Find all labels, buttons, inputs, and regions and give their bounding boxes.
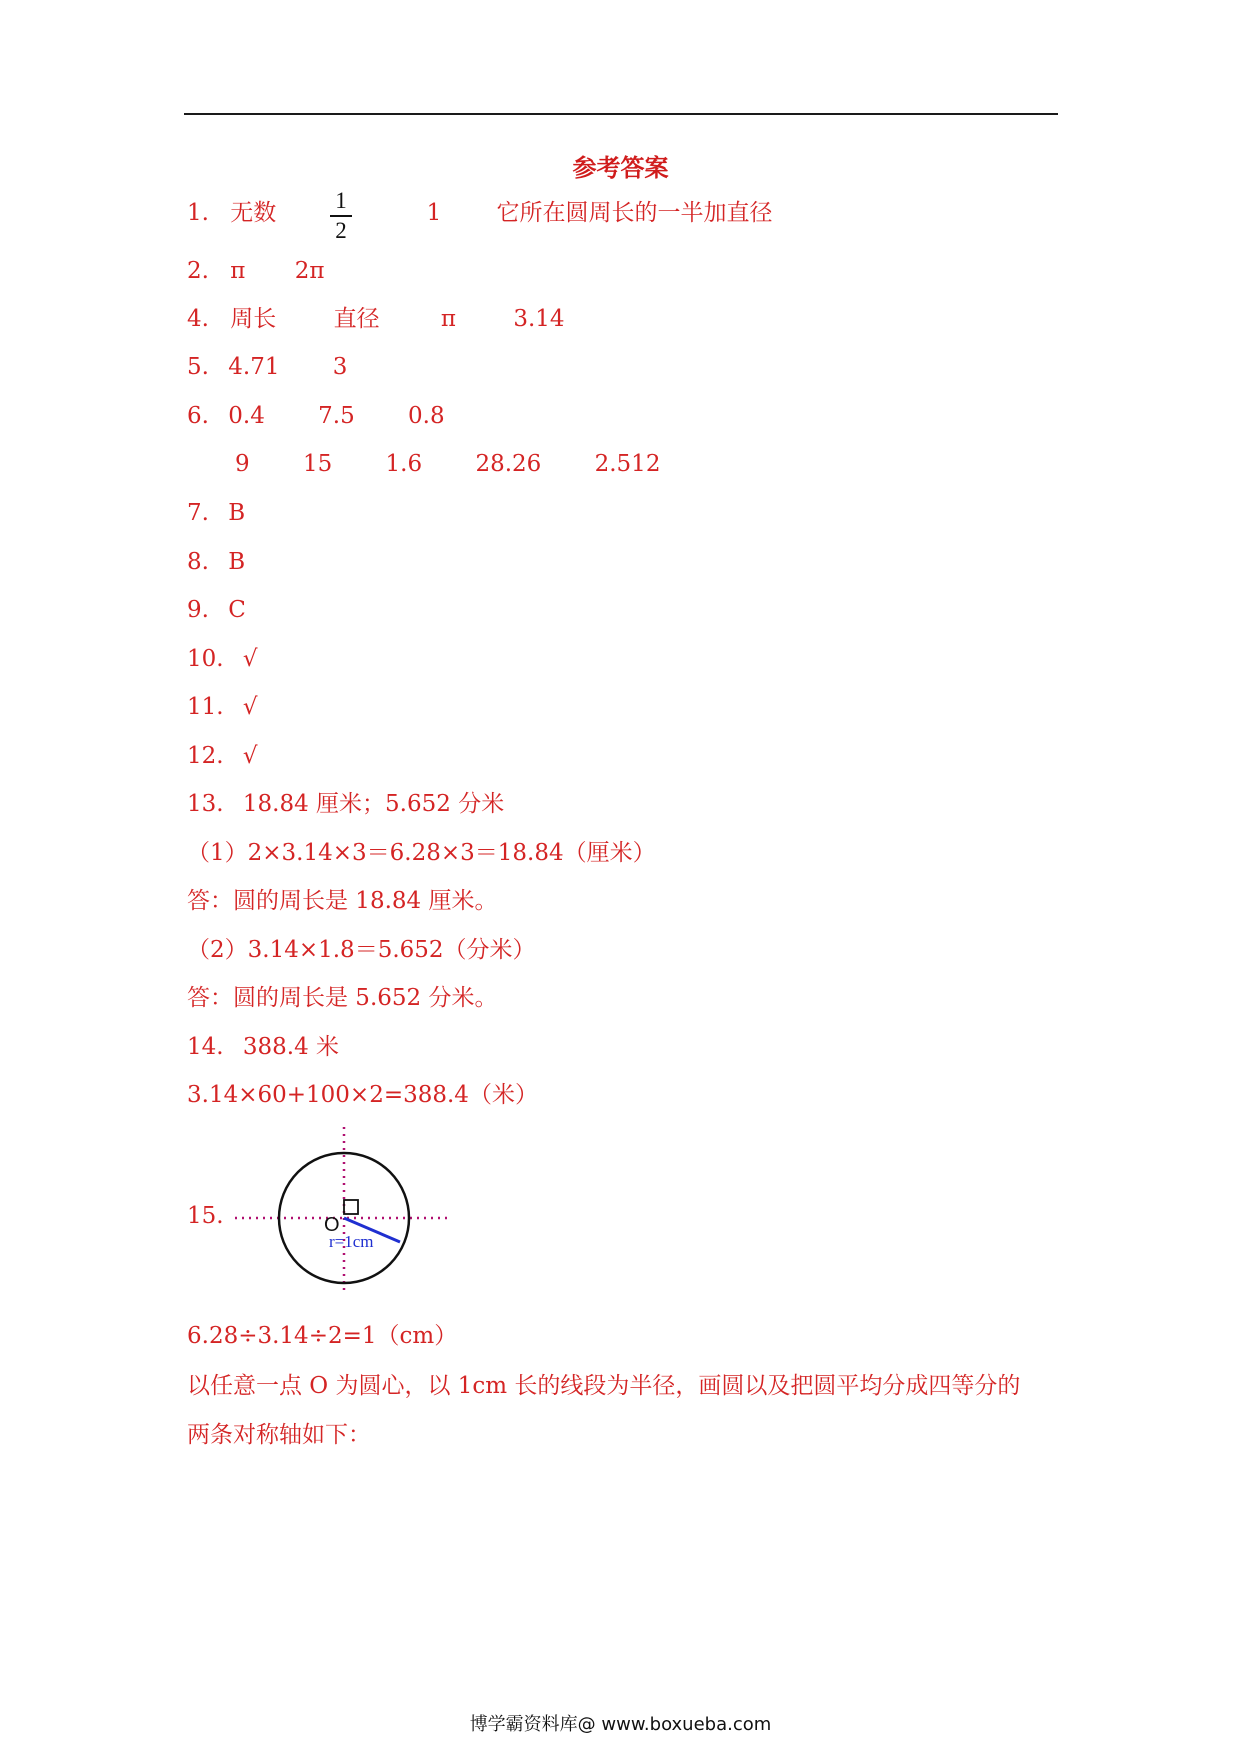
answer-number: 11. [187,694,224,720]
fraction-numerator: 1 [335,188,347,213]
answer-value: 18.84 厘米；5.652 分米 [242,791,505,817]
answer-value: B [228,500,246,526]
answer-4 [187,303,565,335]
answer-number: 13. [187,791,224,817]
answer-value: 1 [426,200,442,226]
answer-value: 直径 [333,306,380,332]
answer-2 [187,255,324,287]
answer-1 [187,197,773,229]
answer-14 [187,1031,339,1063]
answer-number: 1. [187,200,209,226]
answer-value: 388.4 米 [242,1034,340,1060]
answer-number: 7. [187,500,209,526]
answer-value: 7.5 [318,403,355,429]
answer-number: 6. [187,403,209,429]
answer-value: 15 [302,451,333,477]
answer-value: 3 [332,354,348,380]
fraction-bar [330,215,352,217]
answer-value: √ [242,646,258,672]
answer-value: π [440,306,457,332]
footer-watermark: 博学霸资料库@ www.boxueba.com [469,1714,772,1735]
answer-number: 5. [187,354,209,380]
solution-13-1-answer: 答：圆的周长是 18.84 厘米。 [187,888,498,914]
answer-value: 无数 [230,200,277,226]
answer-9 [187,594,246,626]
answer-15-number: 15. [187,1203,224,1229]
answer-number: 8. [187,549,209,575]
answer-value: π [230,258,246,284]
solution-15: 6.28÷3.14÷2=1（cm） [187,1323,458,1349]
center-label: O [324,1214,340,1236]
answer-value: C [228,597,246,623]
answer-number: 14. [187,1034,224,1060]
answer-10 [187,643,258,675]
answer-number: 10. [187,646,224,672]
answer-value: 2π [294,258,325,284]
answer-12 [187,740,258,772]
answer-value: 它所在圆周长的一半加直径 [496,200,773,226]
header-rule [184,113,1058,115]
right-angle-mark [344,1200,358,1214]
answer-value: 1.6 [385,451,423,477]
solution-13-2: （2）3.14×1.8＝5.652（分米） [187,937,536,963]
solution-13-1: （1）2×3.14×3＝6.28×3＝18.84（厘米） [187,840,656,866]
answer-value: √ [242,694,258,720]
answer-value: 2.512 [594,451,661,477]
answer-value: B [228,549,246,575]
fraction-one-half [330,188,352,244]
answer-value: 9 [235,451,250,477]
answer-number: 2. [187,258,209,284]
answer-6 [187,400,445,432]
answer-value: 0.4 [228,403,265,429]
answer-value: 周长 [230,306,277,332]
answer-number: 4. [187,306,209,332]
answer-value: 4.71 [228,354,280,380]
answer-8 [187,546,245,578]
solution-14: 3.14×60+100×2=388.4（米） [187,1082,538,1108]
radius-label: r=1cm [329,1232,374,1251]
answer-value: 3.14 [513,306,565,332]
solution-15-text-1: 以任意一点 O 为圆心，以 1cm 长的线段为半径，画圆以及把圆平均分成四等分的 [187,1373,1021,1399]
answer-5 [187,351,347,383]
answer-6-continued [235,448,660,480]
answer-number: 9. [187,597,209,623]
page-title: 参考答案 [572,154,669,182]
answer-13 [187,788,504,820]
answer-11 [187,691,258,723]
fraction-denominator: 2 [335,217,347,243]
solution-15-text-2: 两条对称轴如下： [187,1422,371,1448]
circle-diagram [230,1125,450,1295]
answer-value: 28.26 [475,451,542,477]
answer-number: 12. [187,743,224,769]
answer-7 [187,497,245,529]
solution-13-2-answer: 答：圆的周长是 5.652 分米。 [187,985,498,1011]
answer-value: 0.8 [408,403,445,429]
answer-value: √ [242,743,258,769]
